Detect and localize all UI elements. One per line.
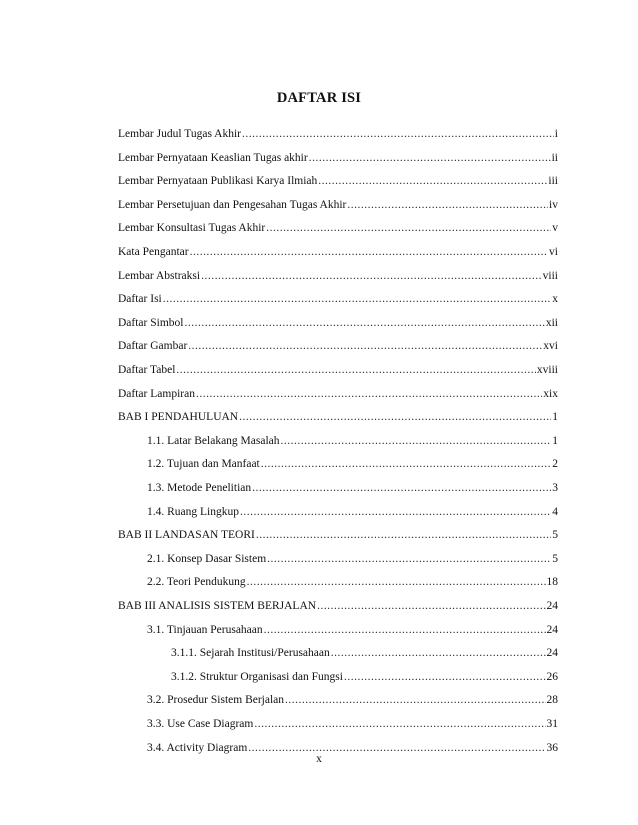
- toc-entry-page: x: [552, 293, 558, 306]
- toc-entry-page: vi: [549, 246, 558, 258]
- toc-entry-page: ii: [551, 151, 558, 164]
- toc-leader-dots: [188, 338, 542, 354]
- toc-entry-page: xvi: [543, 340, 558, 353]
- toc-entry-label: Daftar Simbol: [118, 316, 184, 329]
- toc-entry-label: 3.3. Use Case Diagram: [147, 718, 254, 730]
- toc-entry-label: 1.1. Latar Belakang Masalah: [147, 434, 280, 447]
- toc-entry: [147, 551, 558, 567]
- toc-entry: [118, 315, 558, 331]
- toc-entry-page: 24: [546, 623, 558, 636]
- toc-entry: [118, 291, 558, 307]
- toc-entry-page: 31: [546, 718, 558, 730]
- toc-entry-page: 18: [546, 576, 558, 589]
- toc-entry-label: 3.1. Tinjauan Perusahaan: [147, 623, 263, 636]
- toc-entry-label: 3.1.2. Struktur Organisasi dan Fungsi: [171, 670, 343, 683]
- toc-entry-page: i: [554, 128, 558, 140]
- toc-entry: [147, 433, 558, 449]
- toc-leader-dots: [247, 574, 546, 590]
- toc-leader-dots: [281, 433, 552, 449]
- toc-entry: [147, 480, 558, 496]
- page-number: x: [316, 753, 322, 765]
- toc-entry: [118, 409, 558, 425]
- toc-entry-label: 1.3. Metode Penelitian: [147, 482, 252, 494]
- toc-leader-dots: [318, 173, 547, 189]
- toc-entry: [147, 692, 558, 708]
- toc-entry: [147, 504, 558, 520]
- toc-entry-page: 3: [552, 482, 558, 494]
- toc-entry: [147, 456, 558, 472]
- toc-entry: [118, 126, 558, 142]
- toc-entry-page: 1: [552, 434, 558, 447]
- toc-entry: [147, 716, 558, 732]
- toc-entry: [147, 622, 558, 638]
- toc-entry: [118, 527, 558, 543]
- toc-entry: [118, 197, 558, 213]
- toc-leader-dots: [239, 409, 551, 425]
- toc-leader-dots: [261, 456, 551, 472]
- toc-entry-page: 4: [552, 505, 558, 518]
- toc-leader-dots: [184, 315, 544, 331]
- toc-leader-dots: [347, 197, 548, 213]
- toc-entry-label: 2.2. Teori Pendukung: [147, 576, 246, 589]
- toc-leader-dots: [266, 220, 551, 236]
- toc-entry-label: BAB III ANALISIS SISTEM BERJALAN: [118, 600, 317, 612]
- toc-entry-label: Daftar Lampiran: [118, 387, 195, 400]
- toc-leader-dots: [201, 268, 542, 284]
- toc-entry: [118, 268, 558, 284]
- toc-entry: [118, 244, 558, 260]
- toc-entry-page: iv: [549, 198, 558, 211]
- toc-entry-label: Lembar Pernyataan Publikasi Karya Ilmiah: [118, 175, 318, 188]
- page-title: DAFTAR ISI: [276, 90, 362, 106]
- toc-leader-dots: [163, 291, 552, 307]
- toc-entry: [118, 386, 558, 402]
- toc-entry-label: Lembar Persetujuan dan Pengesahan Tugas Akhir: [118, 198, 347, 211]
- toc-entry-label: 3.2. Prosedur Sistem Berjalan: [147, 694, 285, 707]
- toc-entry-page: 1: [552, 411, 558, 424]
- toc-entry: [171, 669, 558, 685]
- toc-leader-dots: [240, 504, 551, 520]
- toc-entry-label: Kata Pengantar: [118, 246, 189, 258]
- toc-leader-dots: [344, 669, 546, 685]
- toc-entry-page: 26: [546, 670, 558, 683]
- toc-entry-label: Daftar Tabel: [118, 364, 176, 376]
- toc-entry-label: Lembar Konsultasi Tugas Akhir: [118, 222, 266, 235]
- toc-entry-page: xix: [543, 387, 558, 400]
- toc-leader-dots: [254, 716, 545, 732]
- toc-leader-dots: [242, 126, 554, 142]
- toc-entry-page: 5: [552, 552, 558, 565]
- toc-entry: [118, 338, 558, 354]
- toc-entry-label: 2.1. Konsep Dasar Sistem: [147, 552, 267, 565]
- toc-entry-page: xviii: [536, 364, 558, 376]
- toc-leader-dots: [176, 362, 535, 378]
- toc-entry-label: 1.4. Ruang Lingkup: [147, 505, 239, 518]
- toc-leader-dots: [252, 480, 551, 496]
- toc-entry-page: 5: [552, 529, 558, 542]
- toc-entry: [118, 220, 558, 236]
- toc-leader-dots: [256, 527, 551, 543]
- toc-entry-page: 28: [546, 694, 558, 707]
- toc-entry-label: Daftar Gambar: [118, 340, 188, 353]
- toc-entry-page: 24: [546, 647, 558, 660]
- toc-entry-label: Lembar Abstraksi: [118, 269, 201, 282]
- toc-leader-dots: [309, 150, 551, 166]
- toc-leader-dots: [264, 622, 546, 638]
- toc-entry-page: iii: [548, 175, 558, 188]
- toc-leader-dots: [267, 551, 551, 567]
- toc-entry: [147, 574, 558, 590]
- toc-entry: [118, 598, 558, 614]
- toc-leader-dots: [285, 692, 545, 708]
- toc-entry-page: xii: [545, 316, 558, 329]
- toc-entry: [118, 362, 558, 378]
- toc-entry-page: 24: [546, 600, 558, 612]
- toc-entry-page: 2: [552, 458, 558, 471]
- toc-entry-label: 3.4. Activity Diagram: [147, 741, 248, 754]
- toc-entry-label: BAB I PENDAHULUAN: [118, 411, 239, 424]
- toc-entry-label: 1.2. Tujuan dan Manfaat: [147, 458, 260, 471]
- toc-entry-label: Lembar Judul Tugas Akhir: [118, 128, 241, 140]
- toc-entry: [171, 645, 558, 661]
- toc-entry-label: BAB II LANDASAN TEORI: [118, 529, 255, 542]
- toc-entry-label: 3.1.1. Sejarah Institusi/Perusahaan: [171, 647, 330, 660]
- toc-entry-page: viii: [542, 269, 558, 282]
- toc-leader-dots: [331, 645, 546, 661]
- toc-leader-dots: [317, 598, 545, 614]
- toc-entry-label: Lembar Pernyataan Keaslian Tugas akhir: [118, 151, 308, 164]
- toc-entry-label: Daftar Isi: [118, 293, 162, 306]
- toc-entry: [118, 173, 558, 189]
- toc-entry: [118, 150, 558, 166]
- toc-leader-dots: [190, 244, 548, 260]
- toc-entry-page: 36: [546, 741, 558, 754]
- toc-entry-page: v: [552, 222, 558, 235]
- toc-leader-dots: [196, 386, 542, 402]
